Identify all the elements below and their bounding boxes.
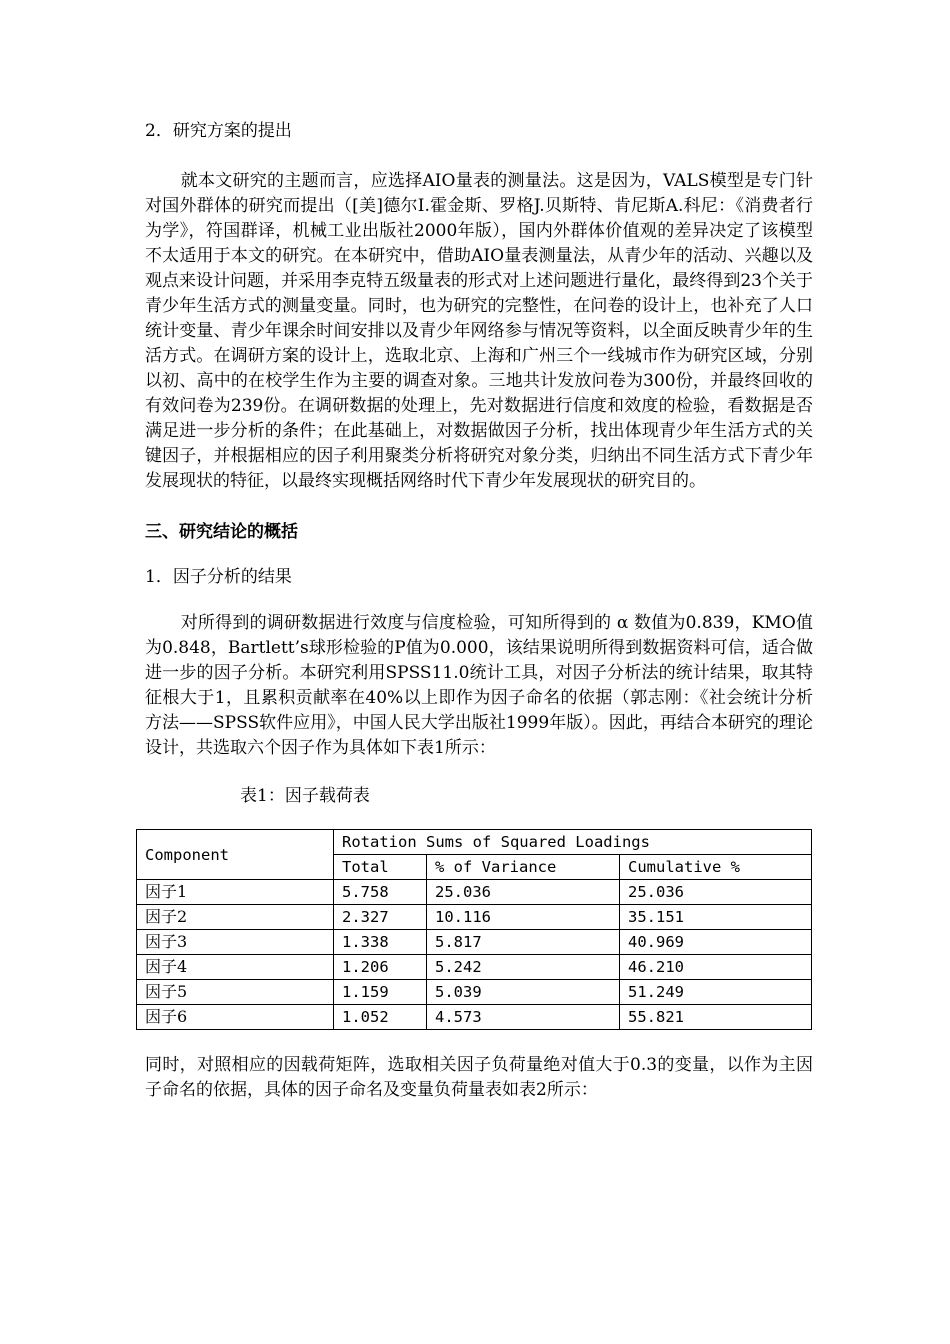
factor-variance: 5.039 bbox=[427, 980, 620, 1005]
header-rotation-group: Rotation Sums of Squared Loadings bbox=[334, 830, 812, 855]
factor-total: 1.338 bbox=[334, 930, 427, 955]
factor-name: 因子6 bbox=[137, 1005, 334, 1030]
document-page bbox=[145, 118, 813, 1103]
factor-cumulative: 55.821 bbox=[620, 1005, 812, 1030]
table-row bbox=[137, 880, 812, 905]
table-caption: 表1：因子载荷表 bbox=[240, 786, 370, 806]
factor-cumulative: 46.210 bbox=[620, 955, 812, 980]
header-component: Component bbox=[137, 830, 334, 880]
table-row bbox=[137, 980, 812, 1005]
factor-name: 因子1 bbox=[137, 880, 334, 905]
section-2-heading: 2．研究方案的提出 bbox=[145, 121, 292, 141]
factor-total: 2.327 bbox=[334, 905, 427, 930]
table-row bbox=[137, 930, 812, 955]
closing-paragraph: 同时，对照相应的因载荷矩阵，选取相关因子负荷量绝对值大于0.3的变量，以作为主因子命名的依据，具体的因子命名及变量负荷量表如表2所示： bbox=[145, 1055, 813, 1100]
method-paragraph: 就本文研究的主题而言，应选择AIO量表的测量法。这是因为，VALS模型是专门针对国外群体的研究而提出（[美]德尔I.霍金斯、罗格J.贝斯特、肯尼斯A.科尼：《消费者行为学》，符国群译，机械工业出版社2000年版），国内外群体价值观的差异决定了该模型不太适用于本文的研究。在本研究中，借助AIO量表测量法，从青少年的活动、兴趣以及观点来设计问题，并采用李克特五级量表的形式对上述问题进行量化，最终得到23个关于青少年生活方式的测量变量。同时，也为研究的完整性，在问卷的设计上，也补充了人口统计变量、青少年课余时间安排以及青少年网络参与情况等资料，以全面反映青少年的生活方式。在调研方案的设计上，选取北京、上海和广州三个一线城市作为研究区域，分别以初、高中的在校学生作为主要的调查对象。三地共计发放问卷为300份，并最终回收的有效问卷为239份。在调研数据的处理上，先对数据进行信度和效度的检验，看数据是否满足进一步分析的条件；在此基础上，对数据做因子分析，找出体现青少年生活方式的关键因子，并根据相应的因子利用聚类分析将研究对象分类，归纳出不同生活方式下青少年发展现状的特征，以最终实现概括网络时代下青少年发展现状的研究目的。 bbox=[145, 171, 813, 491]
factor-variance: 4.573 bbox=[427, 1005, 620, 1030]
factor-variance: 10.116 bbox=[427, 905, 620, 930]
subsection-1-heading: 1．因子分析的结果 bbox=[145, 567, 292, 587]
factor-variance: 5.242 bbox=[427, 955, 620, 980]
table-row bbox=[137, 955, 812, 980]
factor-name: 因子5 bbox=[137, 980, 334, 1005]
factor-name: 因子3 bbox=[137, 930, 334, 955]
factor-variance: 25.036 bbox=[427, 880, 620, 905]
table-header-row bbox=[137, 830, 812, 855]
factor-cumulative: 51.249 bbox=[620, 980, 812, 1005]
header-total: Total bbox=[334, 855, 427, 880]
header-cumulative: Cumulative % bbox=[620, 855, 812, 880]
table-row bbox=[137, 1005, 812, 1030]
factor-variance: 5.817 bbox=[427, 930, 620, 955]
factor-total: 5.758 bbox=[334, 880, 427, 905]
factor-cumulative: 25.036 bbox=[620, 880, 812, 905]
factor-cumulative: 40.969 bbox=[620, 930, 812, 955]
factor-loading-table bbox=[136, 829, 812, 1030]
factor-total: 1.052 bbox=[334, 1005, 427, 1030]
factor-analysis-paragraph: 对所得到的调研数据进行效度与信度检验，可知所得到的 α 数值为0.839，KMO值为0.848，Bartlett’s球形检验的P值为0.000，该结果说明所得到数据资料可信，适合做进一步的因子分析。本研究利用SPSS11.0统计工具，对因子分析法的统计结果，取其特征根大于1，且累积贡献率在40%以上即作为因子命名的依据（郭志刚：《社会统计分析方法——SPSS软件应用》，中国人民大学出版社1999年版）。因此，再结合本研究的理论设计，共选取六个因子作为具体如下表1所示： bbox=[145, 613, 813, 758]
section-3-heading: 三、研究结论的概括 bbox=[145, 522, 298, 542]
header-variance: % of Variance bbox=[427, 855, 620, 880]
factor-cumulative: 35.151 bbox=[620, 905, 812, 930]
table-row bbox=[137, 905, 812, 930]
factor-total: 1.159 bbox=[334, 980, 427, 1005]
factor-name: 因子2 bbox=[137, 905, 334, 930]
factor-total: 1.206 bbox=[334, 955, 427, 980]
factor-name: 因子4 bbox=[137, 955, 334, 980]
